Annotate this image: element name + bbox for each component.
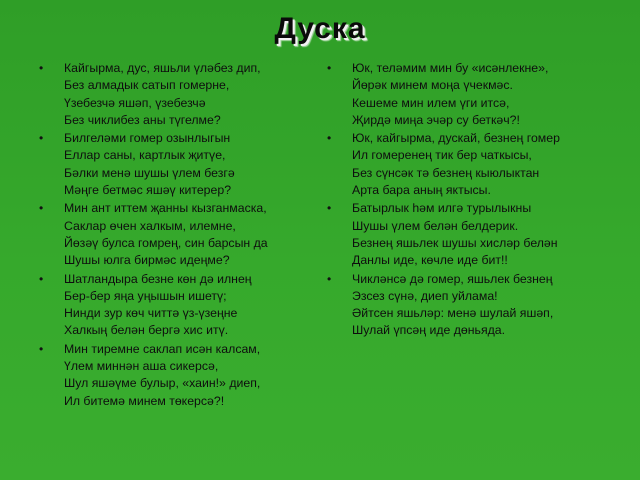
poem-line: Билгеләми гомер озынлыгын — [64, 131, 231, 146]
poem-line: Батырлык һәм илгә турылыкны — [352, 201, 532, 216]
poem-line: Чикләнсә дә гомер, яшьлек безнең — [352, 271, 553, 286]
slide-title: Дуска — [274, 12, 366, 45]
poem-line: Эзсез сүнә, диеп уйлама! — [352, 288, 498, 303]
poem-line: Еллар саны, картлык җитүе, — [64, 148, 226, 163]
poem-line: Бер-бер яңа уңышын ишетү; — [64, 288, 227, 303]
poem-line: Шушы юлга бирмәс идеңме? — [64, 253, 230, 268]
poem-line: Кайгырма, дус, яшьли үләбез дип, — [64, 61, 261, 75]
poem-line: Үлем миннән аша сикерсә, — [64, 359, 219, 374]
poem-line: Йөзәү булса гомрең, син барсын да — [64, 235, 268, 250]
poem-line: Мәңге бетмәс яшәү китерер? — [64, 183, 232, 198]
poem-column-left — [38, 60, 318, 411]
poem-line: Шатландыра безне көн дә илнең — [64, 271, 252, 286]
poem-column-right — [326, 60, 626, 341]
poem-line: Кешеме мин илем үги итсә, — [352, 95, 510, 110]
poem-line: Без сүнсәк тә безнең кыюлыктан — [352, 165, 540, 180]
poem-line: Йөрәк минем моңа үчекмәс. — [352, 78, 513, 93]
bullet-icon: • — [39, 341, 44, 356]
poem-line: Шушы үлем белән белдерик. — [352, 218, 519, 233]
poem-line: Юк, кайгырма, дускай, безнең гомер — [352, 131, 560, 146]
bullet-icon: • — [39, 201, 44, 216]
poem-line: Ил гомеренең тик бер чаткысы, — [352, 148, 532, 163]
poem-line: Арта бара аның яктысы. — [352, 183, 491, 198]
poem-line: Мин ант иттем җанны кызганмаска, — [64, 201, 267, 216]
poem-line: Саклар өчен халкым, илемне, — [64, 218, 236, 233]
stanza — [326, 60, 626, 129]
stanza — [326, 271, 626, 340]
poem-line: Шулай үпсәң иде дөньяда. — [352, 323, 506, 338]
poem-line: Юк, теләмим мин бу «исәнлекне», — [352, 61, 549, 75]
poem-line: Безнең яшьлек шушы хисләр белән — [352, 235, 558, 250]
stanza — [38, 130, 318, 199]
poem-line: Әйтсен яшьләр: менә шулай яшәп, — [352, 306, 554, 321]
poem-line: Җирдә миңа эчәр су беткәч?! — [352, 112, 520, 127]
poem-line: Нинди зур көч читтә үз-үзеңне — [64, 306, 238, 321]
stanza — [38, 271, 318, 340]
poem-line: Халкың белән бергә хис итү. — [64, 323, 229, 338]
bullet-icon: • — [39, 271, 44, 286]
bullet-icon: • — [39, 61, 44, 75]
bullet-icon: • — [39, 131, 44, 146]
poem-line: Данлы иде, көчле иде бит!! — [352, 253, 508, 268]
stanza — [38, 60, 318, 129]
poem-line: Шул яшәүме булыр, «хаин!» диеп, — [64, 376, 261, 391]
stanza — [38, 200, 318, 269]
poem-line: Без чиклибез аны түгелме? — [64, 112, 221, 127]
stanza — [38, 341, 318, 410]
bullet-icon: • — [327, 61, 332, 75]
poem-line: Бәлки менә шушы үлем безгә — [64, 165, 235, 180]
poem-line: Без алмадык сатып гомерне, — [64, 78, 230, 93]
poem-line: Ил битемә минем төкерсә?! — [64, 393, 225, 408]
poem-line: Үзебезчә яшәп, үзебезчә — [64, 95, 206, 110]
bullet-icon: • — [327, 271, 332, 286]
stanza — [326, 200, 626, 269]
stanza — [326, 130, 626, 199]
bullet-icon: • — [327, 131, 332, 146]
poem-line: Мин тиремне саклап исән калсам, — [64, 341, 261, 356]
bullet-icon: • — [327, 201, 332, 216]
